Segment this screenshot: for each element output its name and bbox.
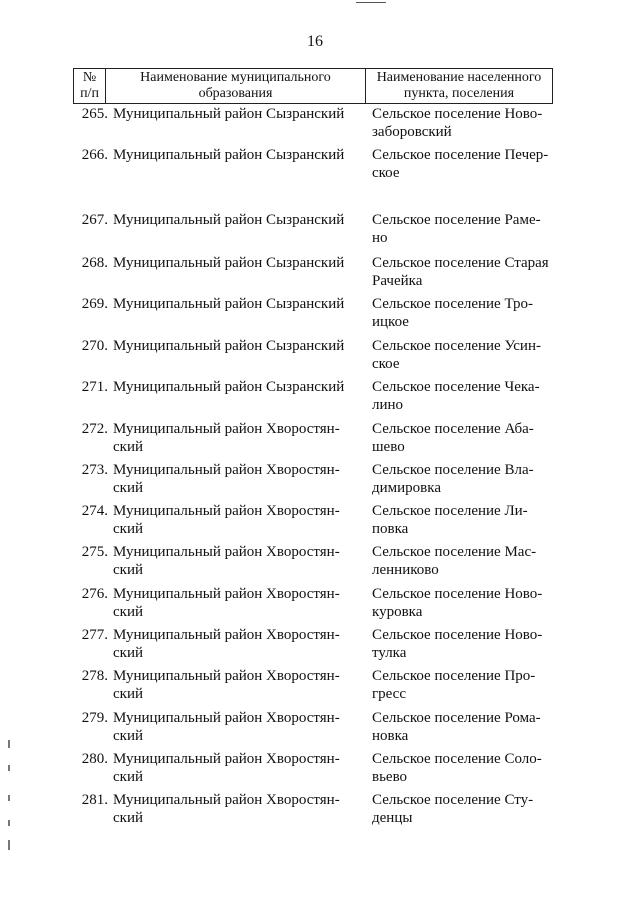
settlement-name: Сельское поселение Раме- но	[372, 212, 541, 246]
municipality-name: Муниципальный район Сызранский	[113, 296, 345, 312]
row-number: 273.	[81, 462, 108, 478]
row-number: 269.	[81, 296, 108, 312]
top-rule	[356, 2, 386, 3]
row-number: 270.	[81, 338, 108, 354]
municipality-name: Муниципальный район Сызранский	[113, 379, 345, 395]
margin-mark	[8, 840, 10, 850]
table-header	[73, 68, 553, 104]
row-number: 277.	[81, 627, 108, 643]
municipality-name: Муниципальный район Хворостян- ский	[113, 627, 340, 661]
settlement-name: Сельское поселение Мас- ленниково	[372, 544, 537, 578]
settlement-name: Сельское поселение Тро- ицкое	[372, 296, 534, 330]
municipality-name: Муниципальный район Хворостян- ский	[113, 586, 340, 620]
margin-mark	[8, 820, 10, 826]
settlement-name: Сельское поселение Рома- новка	[372, 710, 541, 744]
municipality-name: Муниципальный район Хворостян- ский	[113, 792, 340, 826]
settlement-name: Сельское поселение Старая Рачейка	[372, 255, 549, 289]
row-number: 268.	[81, 255, 108, 271]
row-number: 278.	[81, 668, 108, 684]
municipality-name: Муниципальный район Сызранский	[113, 255, 345, 271]
settlement-name: Сельское поселение Чека- лино	[372, 379, 540, 413]
municipality-name: Муниципальный район Сызранский	[113, 106, 345, 122]
settlement-name: Сельское поселение Ново- заборовский	[372, 106, 543, 140]
header-number	[74, 69, 106, 103]
row-number: 271.	[81, 379, 108, 395]
municipality-name: Муниципальный район Хворостян- ский	[113, 668, 340, 702]
row-number: 266.	[81, 147, 108, 163]
settlement-name: Сельское поселение Ли- повка	[372, 503, 528, 537]
settlement-name: Сельское поселение Усин- ское	[372, 338, 541, 372]
row-number: 267.	[81, 212, 108, 228]
settlement-name: Сельское поселение Про- гресс	[372, 668, 536, 702]
row-number: 272.	[81, 421, 108, 437]
settlement-name: Сельское поселение Ново- куровка	[372, 586, 543, 620]
margin-mark	[8, 795, 10, 801]
row-number: 274.	[81, 503, 108, 519]
municipality-name: Муниципальный район Сызранский	[113, 212, 345, 228]
header-municipality	[106, 69, 366, 103]
header-number-label: № п/п	[80, 70, 99, 101]
header-settlement-label: Наименование населенного пункта, поселения	[376, 70, 542, 101]
margin-mark	[8, 765, 10, 771]
municipality-name: Муниципальный район Сызранский	[113, 338, 345, 354]
municipality-name: Муниципальный район Сызранский	[113, 147, 345, 163]
municipality-name: Муниципальный район Хворостян- ский	[113, 544, 340, 578]
margin-mark	[8, 740, 10, 748]
row-number: 281.	[81, 792, 108, 808]
municipality-name: Муниципальный район Хворостян- ский	[113, 503, 340, 537]
row-number: 276.	[81, 586, 108, 602]
municipality-name: Муниципальный район Хворостян- ский	[113, 421, 340, 455]
page-number: 16	[307, 33, 323, 50]
header-settlement	[366, 69, 552, 103]
municipality-name: Муниципальный район Хворостян- ский	[113, 462, 340, 496]
row-number: 279.	[81, 710, 108, 726]
row-number: 280.	[81, 751, 108, 767]
municipality-name: Муниципальный район Хворостян- ский	[113, 751, 340, 785]
header-municipality-label: Наименование муниципального образования	[140, 70, 331, 101]
row-number: 265.	[81, 106, 108, 122]
row-number: 275.	[81, 544, 108, 560]
settlement-name: Сельское поселение Вла- димировка	[372, 462, 534, 496]
settlement-name: Сельское поселение Печер- ское	[372, 147, 549, 181]
settlement-name: Сельское поселение Сту- денцы	[372, 792, 534, 826]
municipality-name: Муниципальный район Хворостян- ский	[113, 710, 340, 744]
settlement-name: Сельское поселение Соло- вьево	[372, 751, 542, 785]
settlement-name: Сельское поселение Аба- шево	[372, 421, 534, 455]
settlement-name: Сельское поселение Ново- тулка	[372, 627, 543, 661]
